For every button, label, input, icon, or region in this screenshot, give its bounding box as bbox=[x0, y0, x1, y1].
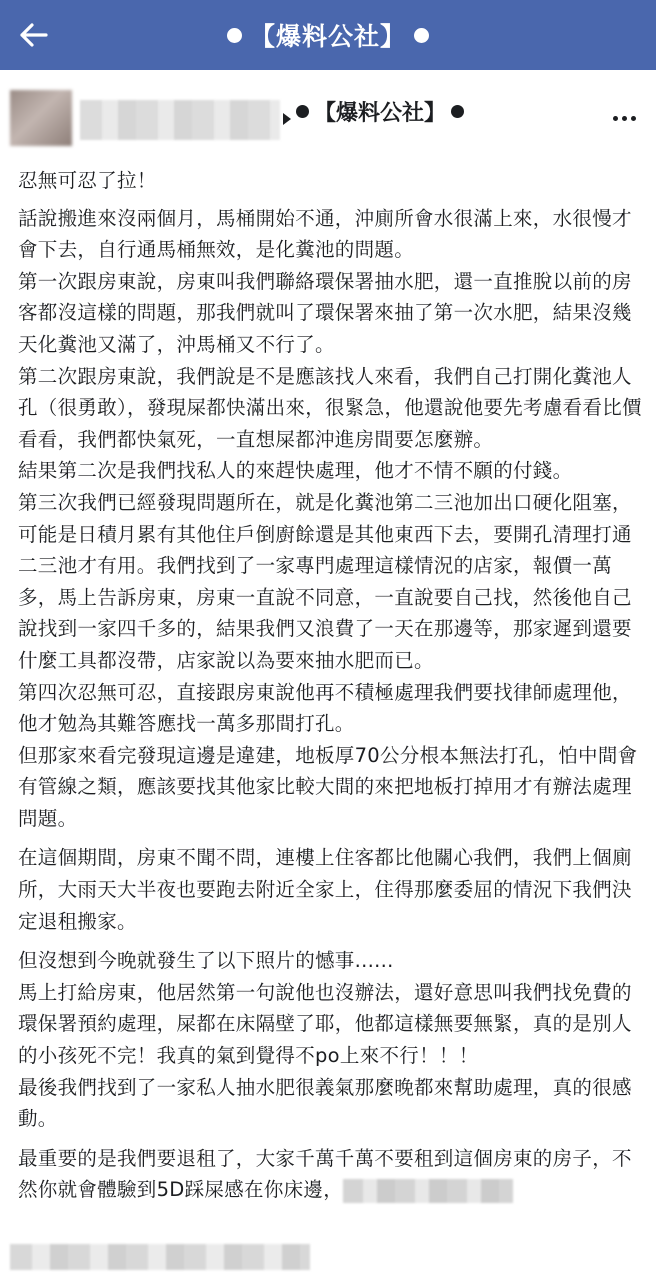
redacted-text bbox=[343, 1179, 513, 1203]
post-paragraph: 第四次忍無可忍，直接跟房東說他再不積極處理我們要找律師處理他，他才勉為其難答應找一萬多那間打孔。 bbox=[18, 680, 632, 736]
post-paragraph: 結果第二次是我們找私人的來趕快處理，他才不情不願的付錢。 bbox=[18, 459, 573, 483]
top-app-bar bbox=[0, 0, 656, 70]
post-paragraph-text: 最重要的是我們要退租了，大家千萬千萬不要租到這個房東的房子，不然你就會體驗到5D踩屎感在你床邊， bbox=[18, 1146, 632, 1202]
back-button[interactable] bbox=[16, 17, 52, 53]
avatar[interactable] bbox=[10, 90, 72, 146]
post-paragraph: 馬上打給房東，他居然第一句說他也沒辦法，還好意思叫我們找免費的環保署預約處理，屎都在床隔壁了耶，他都這樣無要無緊，真的是別人的小孩死不完！我真的氣到覺得不po上來不行！！！ bbox=[18, 980, 632, 1068]
dot-icon bbox=[414, 28, 429, 43]
post-paragraph: 話說搬進來沒兩個月，馬桶開始不通，沖廁所會水很滿上來，水很慢才會下去，自行通馬桶無效，是化糞池的問題。 bbox=[18, 206, 632, 262]
post-paragraph: 但沒想到今晚就發生了以下照片的憾事...... bbox=[18, 949, 394, 973]
dot-icon bbox=[296, 105, 309, 118]
author-name-redacted[interactable] bbox=[80, 100, 280, 140]
post-paragraph: 忍無可忍了拉！ bbox=[18, 169, 157, 192]
post-paragraph: 最後我們找到了一家私人抽水肥很義氣那麼晚都來幫助處理，真的很感動。 bbox=[18, 1075, 632, 1131]
post-paragraph: 第二次跟房東說，我們說是不是應該找人來看，我們自己打開化糞池人孔（很勇敢），發現屎都快滿出來，很緊急，他還說他要先考慮看看比價看看，我們都快氣死，一直想屎都沖進房間要怎麼辦。 bbox=[18, 364, 642, 451]
triangle-right-icon bbox=[283, 113, 291, 125]
dot-icon bbox=[451, 105, 464, 118]
redacted-text bbox=[10, 1244, 310, 1270]
arrow-left-icon bbox=[20, 23, 48, 47]
post-paragraph: 第一次跟房東說，房東叫我們聯絡環保署抽水肥，還一直推脫以前的房客都沒這樣的問題，那我們就叫了環保署來抽了第一次水肥，結果沒幾天化糞池又滿了，沖馬桶又不行了。 bbox=[18, 269, 632, 356]
post-paragraph: 第三次我們已經發現問題所在，就是化糞池第二三池加出口硬化阻塞，可能是日積月累有其他住戶倒廚餘還是其他東西下去，要開孔清理打通二三池才有用。我們找到了一家專門處理這樣情況的店家，報價一萬多，馬上告訴房東，房東一直說不同意，一直說要自己找，然後他自己說找到一家四千多的，結果我們又浪費了一天在那邊等，那家遲到還要什麼工具都沒帶，店家說以為要來抽水肥而已。 bbox=[18, 490, 632, 672]
page-title-text: 【爆料公社】 bbox=[249, 22, 406, 51]
page-title bbox=[227, 17, 429, 53]
group-name-link[interactable] bbox=[296, 96, 464, 127]
post-body bbox=[18, 165, 644, 1206]
group-name-text: 【爆料公社】 bbox=[314, 101, 447, 126]
more-options-button[interactable] bbox=[606, 108, 642, 128]
post-paragraph: 在這個期間，房東不聞不問，連樓上住客都比他關心我們，我們上個廁所，大雨天大半夜也要跑去附近全家上，住得那麼委屈的情況下我們決定退租搬家。 bbox=[18, 846, 632, 933]
dot-icon bbox=[227, 28, 242, 43]
more-horizontal-icon bbox=[613, 116, 618, 121]
post-paragraph bbox=[18, 1143, 644, 1206]
post-paragraph: 但那家來看完發現這邊是違建，地板厚70公分根本無法打孔，怕中間會有管線之類，應該要找其他家比較大間的來把地板打掉用才有辦法處理問題。 bbox=[18, 743, 638, 830]
post-header bbox=[0, 70, 656, 152]
